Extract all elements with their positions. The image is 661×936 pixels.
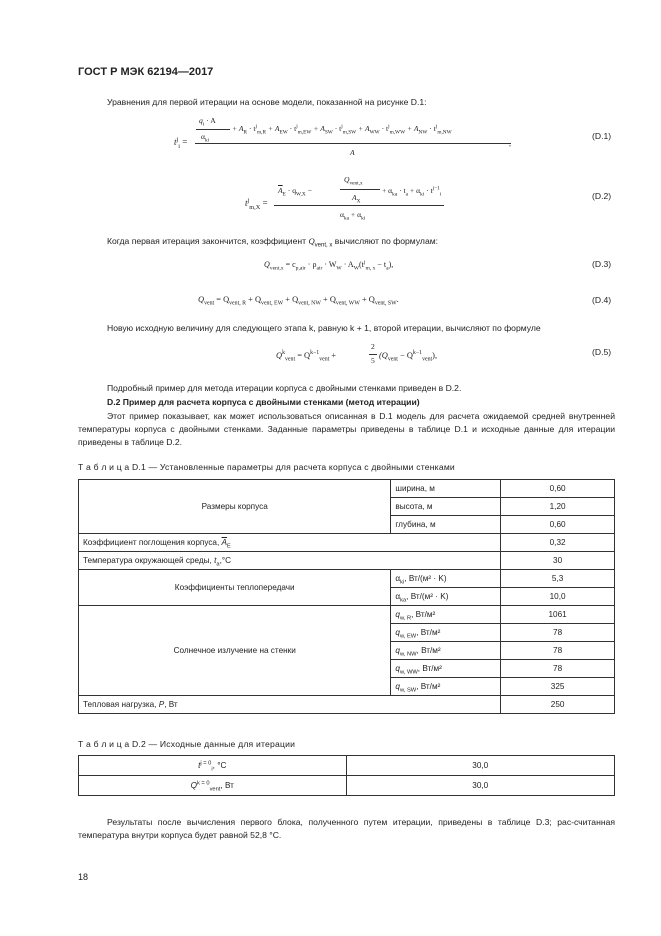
paragraph-4: Подробный пример для метода итерации корпуса с двойными стенками приведен в D.2.: [107, 383, 462, 393]
equation-number-d5: (D.5): [592, 347, 612, 357]
page-number: 18: [78, 872, 89, 882]
table-row: глубина, м 0,60: [79, 516, 615, 534]
table1-caption: Т а б л и ц а D.1 — Установленные параметры для расчета корпуса с двойными стенками: [78, 462, 455, 472]
table-row: $Q^{k = 0}_{vent}$, Вт 30,0: [79, 776, 615, 796]
paragraph-5: Этот пример показывает, как может использоваться описанная в D.1 модель для расчета ожидаемой средней внутренней температуры корпуса с двойными стенками. Заданные параметры приведены в таблице D.1 и исходные данные для итерации приведены в таблице D.2.: [78, 411, 615, 447]
table-row: Солнечное излучение на стенки $q_{w, R}$, Вт/м² 1061: [79, 606, 615, 624]
table-row: $\alpha_{ka}$, Вт/(м² · K) 10,0: [79, 588, 615, 606]
table-row: Температура окружающей среды, $t_a,^\circ C$ 30: [79, 552, 615, 570]
equation-number-d3: (D.3): [592, 259, 612, 269]
equation-number-d4: (D.4): [592, 295, 612, 305]
table-d2: [78, 755, 615, 796]
paragraph-2: Когда первая итерация закончится, коэффициент $Q_{vent, x}$ вычисляют по формулам:: [107, 236, 439, 249]
dims-label: Размеры корпуса: [79, 480, 391, 534]
equation-number-d1: (D.1): [592, 131, 612, 141]
table-row: $q_{w, WW}$, Вт/м² 78: [79, 660, 615, 678]
paragraph-3: Новую исходную величину для следующего этапа k, равную k + 1, второй итерации, вычисляют по формуле: [107, 323, 541, 333]
eq1-numerator-terms: + $A_R \cdot t^j_{m,R} + A_{EW} \cdot t^j_{m,EW} + A_{SW} \cdot t^j_{m,SW} + A_{WW} \cdot t^j_{m,WW} + A_{NW} \cdot t^j_{m,NW}$: [232, 123, 452, 136]
table-row: $q_{w, NW}$, Вт/м² 78: [79, 642, 615, 660]
table-row: $q_{w, EW}$, Вт/м² 78: [79, 624, 615, 642]
table-row: Тепловая нагрузка, P, Вт 250: [79, 696, 615, 714]
equation-number-d2: (D.2): [592, 191, 612, 201]
document-header: ГОСТ Р МЭК 62194—2017: [78, 66, 214, 78]
paragraph-6: Результаты после вычисления первого блока, полученного путем итерации, приведены в таблице D.3; рас-считанная температура внутри корпуса будет равной 52,8 °C.: [78, 817, 615, 840]
table-row: Коэффициенты теплопередачи $\alpha_{ki}$, Вт/(м² · K) 5,3: [79, 570, 615, 588]
table-row: высота, м 1,20: [79, 498, 615, 516]
table-row: $t^{j = 0}_i$, °C 30,0: [79, 756, 615, 776]
table-row: Коэффициент поглощения корпуса, $\overline{A}_E$ 0,32: [79, 534, 615, 552]
intro-paragraph: Уравнения для первой итерации на основе модели, показанной на рисунке D.1:: [107, 97, 427, 107]
table-row: Размеры корпуса ширина, м 0,60: [79, 480, 615, 498]
table2-caption: Т а б л и ц а D.2 — Исходные данные для итерации: [78, 739, 296, 749]
section-title: D.2 Пример для расчета корпуса с двойными стенками (метод итерации): [107, 397, 420, 407]
table-row: $q_{w, SW}$, Вт/м² 325: [79, 678, 615, 696]
table-d1: [78, 479, 615, 714]
